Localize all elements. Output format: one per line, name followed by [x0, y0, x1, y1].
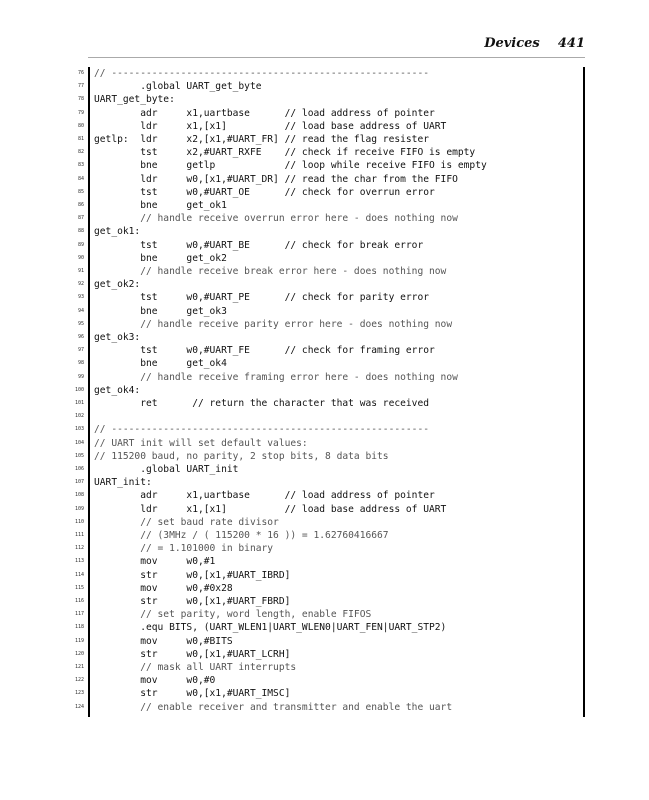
- code-line: [77, 186, 583, 199]
- code-text: str w0,[x1,#UART_FBRD]: [94, 596, 291, 607]
- line-number: 95: [77, 320, 84, 327]
- code-line: [77, 120, 583, 133]
- code-line: [77, 371, 583, 384]
- line-number: 105: [74, 452, 84, 459]
- code-text: str w0,[x1,#UART_IBRD]: [94, 569, 291, 581]
- line-number: 90: [77, 254, 84, 261]
- code-text: ldr x1,[x1] // load base address of UART: [94, 120, 447, 132]
- code-line: [77, 159, 583, 172]
- code-line: [77, 331, 583, 344]
- code-line: [74, 661, 583, 674]
- code-text: UART_get_byte:: [94, 94, 175, 106]
- code-text: mov w0,#0: [94, 675, 216, 687]
- code-text: // handle receive overrun error here - does nothing now: [94, 213, 458, 225]
- code-text: // (3MHz / ( 115200 * 16 )) = 1.62760416667: [94, 530, 389, 541]
- header-rule: [88, 57, 585, 58]
- line-number: 99: [77, 373, 84, 380]
- line-number: 80: [77, 122, 84, 129]
- code-line: [77, 305, 583, 318]
- line-number: 93: [77, 294, 84, 301]
- code-line: [77, 212, 583, 225]
- code-text: mov w0,#1: [94, 556, 216, 568]
- line-number: 102: [74, 413, 84, 420]
- line-number: 122: [74, 677, 84, 684]
- code-line: [77, 146, 583, 159]
- line-number: 104: [74, 439, 84, 446]
- code-text: // -------------------------------------------------------: [94, 68, 430, 79]
- code-line: [74, 648, 583, 661]
- line-number: 78: [77, 96, 84, 103]
- line-number: 109: [74, 505, 84, 512]
- line-number: 113: [74, 558, 84, 565]
- code-text: adr x1,uartbase // load address of pointer: [94, 107, 435, 119]
- code-text: // = 1.101000 in binary: [94, 543, 274, 555]
- code-line: [77, 80, 583, 93]
- line-number: 91: [77, 268, 84, 274]
- line-number: 77: [77, 83, 84, 90]
- line-number: 108: [74, 492, 84, 499]
- code-text: UART_init:: [94, 477, 152, 489]
- code-text: ret // return the character that was received: [94, 398, 430, 409]
- page-header: [0, 0, 649, 56]
- code-line: [74, 384, 583, 397]
- code-text: bne get_ok3: [94, 305, 227, 317]
- code-text: // set parity, word length, enable FIFOS: [94, 609, 372, 621]
- code-line: [77, 278, 583, 291]
- code-line: [77, 291, 583, 304]
- running-header: [484, 36, 585, 51]
- line-number: 86: [77, 202, 84, 208]
- line-number: 117: [74, 611, 84, 618]
- code-line: [74, 635, 583, 648]
- line-number: 116: [74, 598, 84, 604]
- code-line: [74, 516, 583, 529]
- line-number: 111: [74, 532, 84, 538]
- line-number: 120: [74, 650, 84, 657]
- code-text: get_ok1:: [94, 226, 141, 238]
- line-number: 94: [77, 307, 84, 314]
- line-number: 119: [74, 637, 84, 644]
- code-line: [77, 344, 583, 357]
- code-line: [74, 608, 583, 621]
- code-line: [77, 199, 583, 212]
- code-line: [77, 67, 583, 80]
- line-number: 76: [77, 70, 84, 76]
- code-text: get_ok2:: [94, 279, 141, 291]
- code-text: str w0,[x1,#UART_LCRH]: [94, 648, 291, 660]
- code-line: [77, 93, 583, 106]
- line-number: 92: [77, 281, 84, 288]
- line-number: 83: [77, 162, 84, 169]
- code-line: [74, 437, 583, 450]
- line-number: 88: [77, 228, 84, 235]
- code-text: // handle receive break error here - does nothing now: [94, 266, 447, 277]
- line-number: 98: [77, 360, 84, 367]
- line-number: 87: [77, 215, 84, 222]
- code-text: tst w0,#UART_FE // check for framing error: [94, 345, 435, 357]
- code-line: [77, 133, 583, 146]
- code-line: [77, 239, 583, 252]
- code-text: // -------------------------------------------------------: [94, 424, 430, 436]
- line-number: 79: [77, 109, 84, 116]
- line-number: 101: [74, 400, 84, 406]
- code-text: tst x2,#UART_RXFE // check if receive FIFO is empty: [94, 147, 476, 159]
- code-text: // handle receive framing error here - does nothing now: [94, 371, 458, 383]
- code-line: [74, 674, 583, 687]
- line-number: 97: [77, 347, 84, 354]
- code-line: [77, 357, 583, 370]
- line-number: 100: [74, 386, 84, 393]
- line-number: 115: [74, 584, 84, 591]
- code-text: // enable receiver and transmitter and enable the uart: [94, 701, 453, 713]
- line-number: 124: [74, 703, 84, 710]
- code-line: [74, 529, 583, 542]
- listing-right-bar: [583, 67, 585, 717]
- code-text: .global UART_init: [94, 464, 239, 475]
- code-line: [74, 463, 583, 476]
- line-number: 112: [74, 545, 84, 552]
- line-number: 84: [77, 175, 84, 182]
- code-line: [74, 595, 583, 608]
- line-number: 107: [74, 479, 84, 486]
- code-text: getlp: ldr x2,[x1,#UART_FR] // read the flag resister: [94, 134, 430, 145]
- page-number: 441: [557, 36, 585, 51]
- line-number: 81: [77, 136, 84, 142]
- code-line: [74, 423, 583, 436]
- line-number: 106: [74, 466, 84, 472]
- code-line: [74, 555, 583, 568]
- section-title: Devices: [484, 36, 540, 51]
- code-text: // 115200 baud, no parity, 2 stop bits, 8 data bits: [94, 450, 389, 462]
- code-text: adr x1,uartbase // load address of pointer: [94, 490, 435, 502]
- code-line: [74, 450, 583, 463]
- line-number: 121: [74, 664, 84, 670]
- code-line: [74, 621, 583, 634]
- code-line: [74, 569, 583, 582]
- code-text: str w0,[x1,#UART_IMSC]: [94, 688, 291, 700]
- code-line: [77, 318, 583, 331]
- code-text: // handle receive parity error here - does nothing now: [94, 318, 453, 330]
- line-number: 118: [74, 624, 84, 631]
- code-line: [74, 397, 583, 410]
- line-number: 123: [74, 690, 84, 697]
- code-text: get_ok4:: [94, 384, 141, 396]
- line-number: 114: [74, 571, 84, 578]
- code-text: ldr x1,[x1] // load base address of UART: [94, 503, 447, 515]
- code-line: [77, 265, 583, 278]
- code-text: // mask all UART interrupts: [94, 662, 297, 673]
- code-text: tst w0,#UART_PE // check for parity error: [94, 292, 430, 304]
- code-line: [74, 687, 583, 700]
- code-text: bne get_ok2: [94, 252, 227, 264]
- code-text: mov w0,#0x28: [94, 582, 233, 594]
- code-text: get_ok3:: [94, 332, 141, 343]
- code-line: [77, 252, 583, 265]
- code-text: .equ BITS, (UART_WLEN1|UART_WLEN0|UART_FEN|UART_STP2): [94, 622, 447, 634]
- code-listing: [74, 67, 585, 717]
- line-number: 85: [77, 188, 84, 195]
- code-line: [74, 410, 583, 423]
- line-number: 82: [77, 149, 84, 156]
- code-text: // set baud rate divisor: [94, 516, 279, 528]
- code-text: .global UART_get_byte: [94, 81, 262, 93]
- code-line: [74, 701, 583, 714]
- code-line: [74, 489, 583, 502]
- code-text: bne get_ok4: [94, 358, 227, 370]
- code-line: [74, 476, 583, 489]
- code-text: mov w0,#BITS: [94, 635, 233, 647]
- line-number: 89: [77, 241, 84, 248]
- code-line: [74, 503, 583, 516]
- code-line: [77, 173, 583, 186]
- code-text: tst w0,#UART_OE // check for overrun error: [94, 186, 435, 198]
- line-number: 96: [77, 334, 84, 340]
- code-text: ldr w0,[x1,#UART_DR] // read the char from the FIFO: [94, 173, 458, 185]
- code-line: [77, 225, 583, 238]
- line-number: 103: [74, 426, 84, 433]
- code-text: bne getlp // loop while receive FIFO is empty: [94, 160, 487, 172]
- code-line: [77, 107, 583, 120]
- code-line: [74, 582, 583, 595]
- code-line: [74, 542, 583, 555]
- line-number: 110: [74, 518, 84, 525]
- code-text: // UART init will set default values:: [94, 437, 308, 449]
- code-text: bne get_ok1: [94, 200, 227, 211]
- code-text: tst w0,#UART_BE // check for break error: [94, 239, 424, 251]
